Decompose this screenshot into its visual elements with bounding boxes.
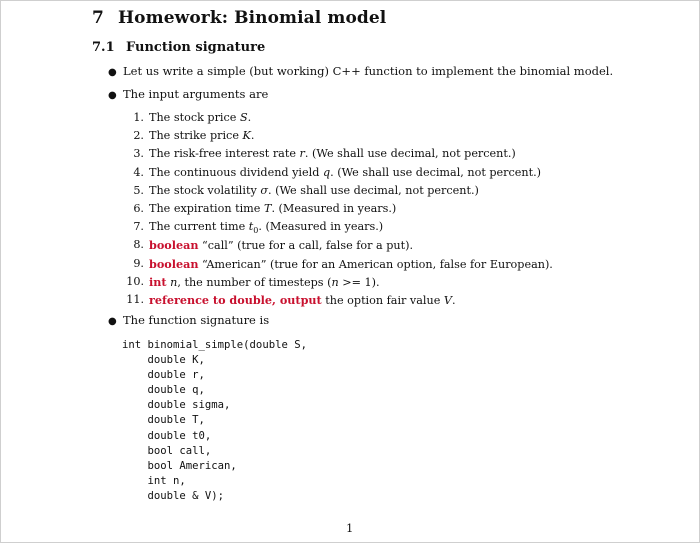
- item-text: >= 1).: [338, 275, 380, 289]
- item-text: .: [247, 111, 252, 124]
- math-var: T: [263, 201, 272, 215]
- math-var: q: [322, 165, 331, 179]
- keyword: boolean: [149, 256, 199, 271]
- item-number: 4.: [133, 165, 144, 179]
- subsection-title: Function signature: [126, 40, 266, 55]
- item-number: 3.: [133, 147, 144, 161]
- item-text: The expiration time: [149, 201, 264, 215]
- list-item: [124, 182, 553, 200]
- code-line: double sigma,: [122, 399, 231, 412]
- section-title: Homework: Binomial model: [118, 8, 387, 28]
- item-number: 2.: [133, 129, 144, 143]
- code-line: int n,: [122, 474, 186, 487]
- math-var: n: [170, 275, 178, 289]
- code-line: double & V);: [122, 489, 225, 502]
- subsection-number: 7.1: [92, 40, 115, 55]
- item-text: The strike price: [149, 129, 243, 143]
- bullet-text: The input arguments are: [123, 87, 269, 101]
- item-text: .: [250, 129, 255, 143]
- keyword: int: [149, 274, 167, 289]
- item-text: The stock volatility: [149, 183, 261, 197]
- list-item: [124, 236, 553, 254]
- math-var: K: [242, 129, 251, 143]
- item-text: “call” (true for a call, false for a put).: [198, 239, 414, 253]
- page-number: 1: [346, 521, 354, 535]
- code-line: bool American,: [122, 459, 237, 472]
- list-item: [124, 218, 553, 236]
- bullet-dot-icon: ●: [108, 316, 117, 327]
- code-line: double K,: [122, 354, 205, 367]
- section-number: 7: [92, 8, 104, 28]
- item-text: . (Measured in years.): [258, 220, 384, 234]
- list-item: [124, 200, 553, 218]
- code-line: double T,: [122, 414, 205, 427]
- item-number: 8.: [133, 238, 144, 252]
- item-number: 9.: [133, 256, 144, 270]
- item-text: “American” (true for an American option, false for European).: [198, 257, 553, 271]
- code-line: int binomial_simple(double S,: [122, 339, 307, 351]
- item-number: 6.: [133, 201, 144, 215]
- item-text: .: [451, 293, 456, 307]
- list-item: [124, 127, 553, 145]
- math-var: r: [299, 147, 305, 161]
- item-text: The continuous dividend yield: [149, 165, 323, 179]
- code-line: bool call,: [122, 444, 212, 457]
- argument-list: [124, 109, 553, 309]
- math-var: t: [248, 220, 254, 234]
- math-var: S: [239, 111, 248, 124]
- bullet-inputs: [108, 87, 268, 101]
- list-item: [124, 109, 553, 127]
- code-line: double q,: [122, 384, 205, 397]
- keyword: boolean: [149, 238, 199, 253]
- item-text: , the number of timesteps (: [177, 275, 332, 289]
- list-item: [124, 145, 553, 163]
- code-block: [122, 338, 307, 504]
- bullet-dot-icon: ●: [108, 90, 117, 101]
- item-text: . (We shall use decimal, not percent.): [330, 165, 542, 179]
- subsection-heading: [92, 40, 265, 55]
- math-var: n: [331, 275, 339, 289]
- bullet-text: Let us write a simple (but working) C++ function to implement the binomial model.: [123, 64, 614, 78]
- math-var: σ: [260, 183, 268, 197]
- list-item: [124, 164, 553, 182]
- math-subscript: 0: [253, 226, 259, 236]
- item-text: The stock price: [149, 111, 240, 124]
- item-text: The risk-free interest rate: [149, 147, 300, 161]
- list-item: [124, 273, 553, 291]
- item-number: 10.: [126, 274, 144, 288]
- bullet-dot-icon: ●: [108, 67, 117, 78]
- item-number: 5.: [133, 183, 144, 197]
- bullet-signature: [108, 313, 269, 327]
- code-line: double t0,: [122, 429, 212, 442]
- keyword: reference to double, output: [149, 292, 322, 307]
- bullet-text: The function signature is: [123, 313, 270, 327]
- item-number: 7.: [133, 220, 144, 234]
- item-text: . (We shall use decimal, not percent.): [304, 147, 516, 161]
- item-number: 1.: [133, 111, 144, 124]
- item-text: . (Measured in years.): [271, 201, 397, 215]
- bullet-intro: [108, 64, 613, 78]
- item-text: the option fair value: [321, 293, 444, 307]
- code-line: double r,: [122, 369, 205, 382]
- item-text: The current time: [149, 220, 249, 234]
- item-text: . (We shall use decimal, not percent.): [267, 183, 479, 197]
- section-heading: [92, 8, 386, 28]
- item-number: 11.: [126, 292, 144, 306]
- list-item: [124, 255, 553, 273]
- math-var: V: [443, 293, 452, 307]
- list-item: [124, 291, 553, 309]
